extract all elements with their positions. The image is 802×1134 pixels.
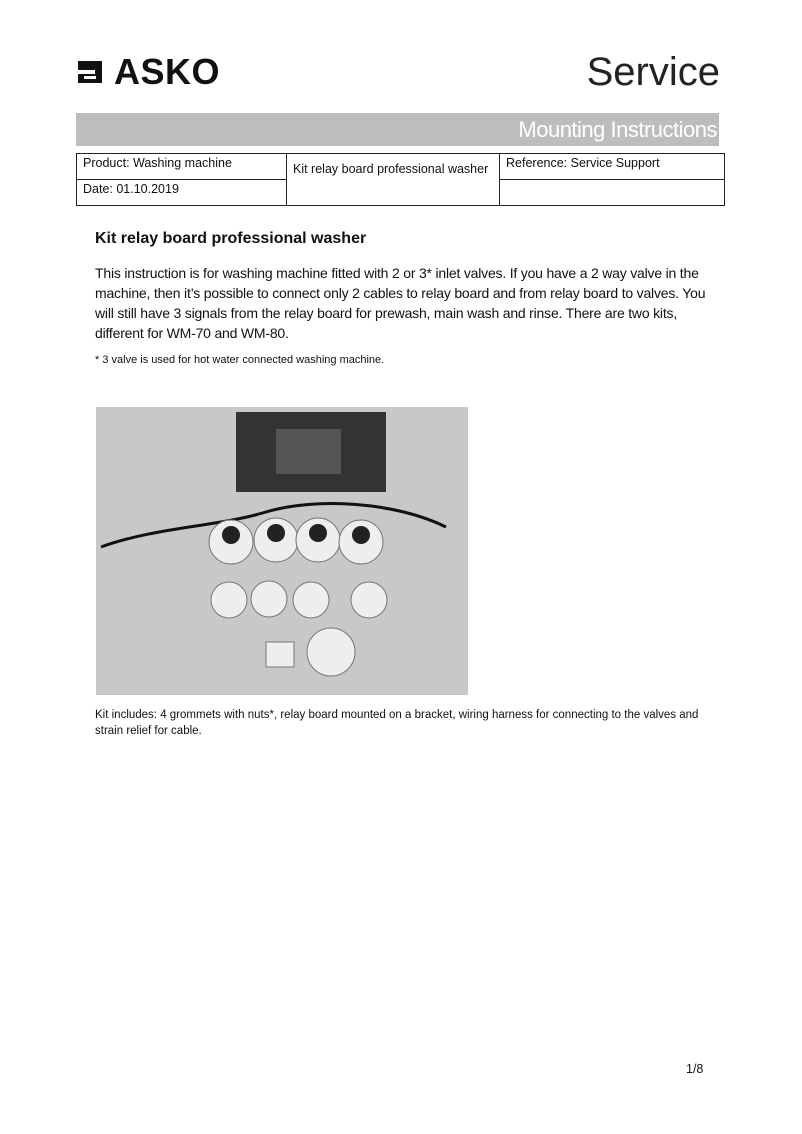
date-cell: Date: 01.10.2019 [77, 180, 287, 206]
info-table [76, 153, 725, 206]
title-band [76, 113, 719, 146]
title-cell: Kit relay board professional washer [287, 154, 500, 206]
kit-photo-image [96, 407, 468, 695]
product-cell: Product: Washing machine [77, 154, 287, 180]
intro-paragraph: This instruction is for washing machine fitted with 2 or 3* inlet valves. If you have a 2 way valve in the machine, then it’s possible to connect only 2 cables to relay board and from relay board to valves. You will still have 3 signals from the relay board for prewash, main wash and rinse. There are two kits, different for WM-70 and WM-80. [95, 265, 706, 341]
kit-photo [96, 407, 468, 695]
reference-cell: Reference: Service Support [500, 154, 725, 180]
empty-cell [500, 180, 725, 206]
band-title: Mounting Instructions [518, 117, 717, 142]
footnote: * 3 valve is used for hot water connected washing machine. [95, 354, 385, 366]
section-heading: Kit relay board professional washer [95, 230, 367, 247]
section-title: Service [586, 50, 720, 94]
brand-name: ASKO [114, 51, 221, 92]
asko-logo-icon [76, 58, 106, 86]
page-number: 1/8 [686, 1062, 704, 1076]
asko-logo [76, 52, 220, 92]
photo-caption: Kit includes: 4 grommets with nuts*, relay board mounted on a bracket, wiring harness for connecting to the valves and strain relief for cable. [95, 709, 699, 737]
